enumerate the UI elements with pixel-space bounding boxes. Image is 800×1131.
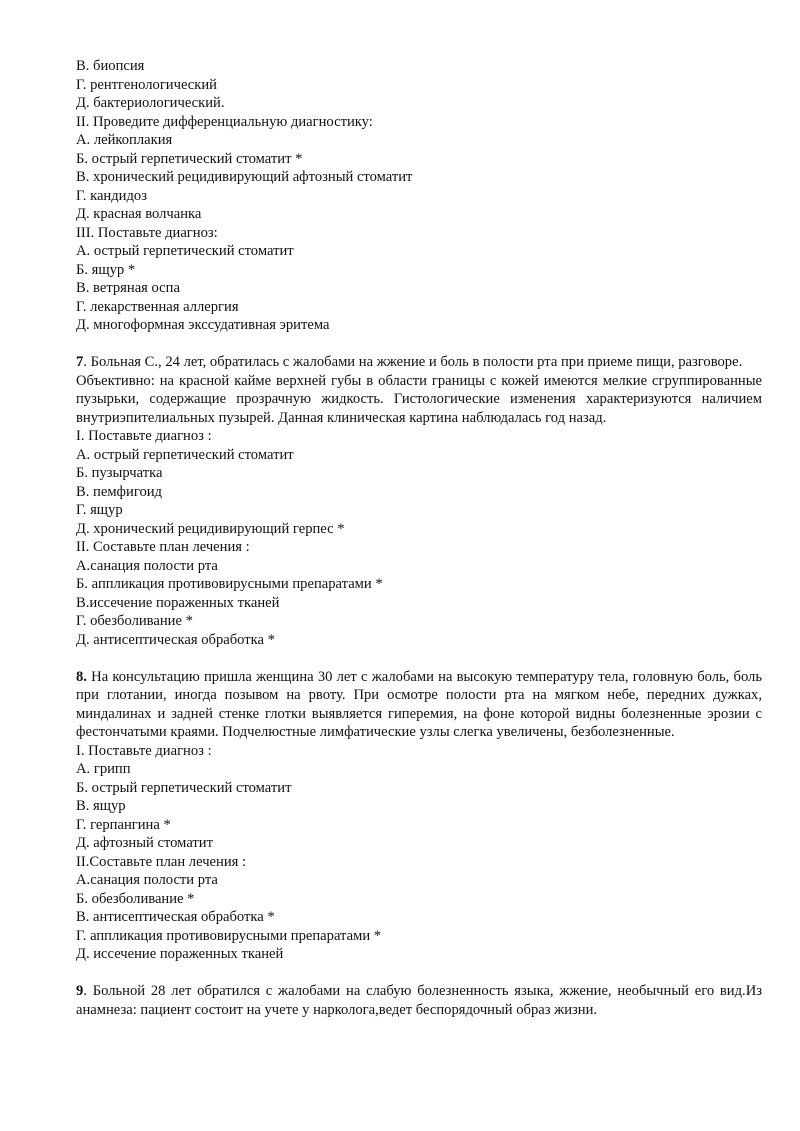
answer-line: Г. лекарственная аллергия bbox=[76, 298, 239, 315]
case-9-text bbox=[76, 982, 762, 1019]
answer-line: Д. антисептическая обработка * bbox=[76, 631, 275, 648]
answer-line: В. антисептическая обработка * bbox=[76, 909, 275, 925]
case-9-description: . Больной 28 лет обратился с жалобами на слабую болезненность языка, жжение, необычный его вид.Из анамнеза: пациент состоит на учете у нарколога,ведет беспорядочный образ жизни. bbox=[76, 983, 762, 1018]
case-number: 7 bbox=[76, 354, 84, 370]
answer-line: Б. аппликация противовирусными препаратами * bbox=[76, 576, 383, 592]
case-number: 8. bbox=[76, 668, 87, 685]
paragraph-gap bbox=[76, 649, 762, 668]
answer-line: Д. иссечение пораженных тканей bbox=[76, 946, 284, 962]
answer-line: Д. хронический рецидивирующий герпес * bbox=[76, 520, 345, 537]
question-heading: II. Составьте план лечения : bbox=[76, 539, 250, 555]
answer-line: Б. ящур * bbox=[76, 261, 136, 278]
answer-line: Г. обезболивание * bbox=[76, 613, 193, 629]
case-8 bbox=[76, 668, 762, 964]
answer-line: В. пемфигоид bbox=[76, 483, 162, 500]
answer-line: Г. рентгенологический bbox=[76, 76, 217, 93]
answer-line: Д. бактериологический. bbox=[76, 95, 225, 111]
answer-line: Г. герпангина * bbox=[76, 816, 171, 833]
case-7 bbox=[76, 353, 762, 649]
answer-line: Г. ящур bbox=[76, 502, 123, 518]
question-heading: III. Поставьте диагноз: bbox=[76, 224, 218, 241]
case-8-description: На консультацию пришла женщина 30 лет с жалобами на высокую температуру тела, головную боль, боль при глотании, иногда позывом на рвоту. При осмотре полости рта на мягком небе, передних дужках, миндалинах и задней стенке глотки выявляется гиперемия, на фоне которой видны болезненные эрозии с фестончатыми краями. Подчелюстные лимфатические узлы слегка увеличены, безболезненные. bbox=[76, 668, 762, 740]
case-7-intro-text: . Больная С., 24 лет, обратилась с жалобами на жжение и боль в полости рта при приеме пищи, разговоре. bbox=[83, 354, 743, 370]
answer-line: А.санация полости рта bbox=[76, 872, 218, 888]
case-7-objective: Объективно: на красной кайме верхней губы в области границы с кожей имеются мелкие сгруппированные пузырьки, содержащие прозрачную жидкость. Гистологические изменения характеризуются наличием внутриэпителиальных пузырей. Данная клиническая картина наблюдалась год назад. bbox=[76, 372, 762, 426]
answer-line: Д. афтозный стоматит bbox=[76, 835, 213, 851]
question-heading: II. Проведите дифференциальную диагностику: bbox=[76, 113, 373, 130]
answer-line: Д. красная волчанка bbox=[76, 206, 202, 222]
paragraph-gap bbox=[76, 335, 762, 354]
case-7-intro bbox=[76, 353, 762, 372]
answer-line: Б. обезболивание * bbox=[76, 890, 195, 907]
top-answer-block bbox=[76, 57, 762, 335]
question-heading: I. Поставьте диагноз : bbox=[76, 742, 212, 759]
answer-line: В. ветряная оспа bbox=[76, 280, 180, 296]
answer-line: А. лейкоплакия bbox=[76, 132, 173, 148]
answer-line: А. острый герпетический стоматит bbox=[76, 446, 294, 463]
answer-line: В. биопсия bbox=[76, 58, 145, 74]
question-heading: I. Поставьте диагноз : bbox=[76, 428, 212, 444]
case-9 bbox=[76, 982, 762, 1019]
case-8-text bbox=[76, 668, 762, 742]
answer-line: А.санация полости рта bbox=[76, 557, 218, 574]
answer-line: Г. кандидоз bbox=[76, 187, 147, 204]
answer-line: В. хронический рецидивирующий афтозный стоматит bbox=[76, 169, 413, 185]
answer-line: Б. острый герпетический стоматит * bbox=[76, 150, 303, 167]
question-heading: II.Составьте план лечения : bbox=[76, 853, 247, 870]
document-page bbox=[76, 57, 762, 1019]
paragraph-gap bbox=[76, 964, 762, 983]
answer-line: Б. пузырчатка bbox=[76, 465, 163, 481]
answer-line: Д. многоформная экссудативная эритема bbox=[76, 317, 330, 333]
answer-line: Б. острый герпетический стоматит bbox=[76, 779, 292, 796]
answer-line: В. ящур bbox=[76, 798, 126, 814]
answer-line: А. грипп bbox=[76, 761, 131, 777]
answer-line: А. острый герпетический стоматит bbox=[76, 243, 294, 259]
answer-line: Г. аппликация противовирусными препаратами * bbox=[76, 927, 382, 944]
answer-line: В.иссечение пораженных тканей bbox=[76, 594, 280, 611]
case-number: 9 bbox=[76, 983, 84, 999]
